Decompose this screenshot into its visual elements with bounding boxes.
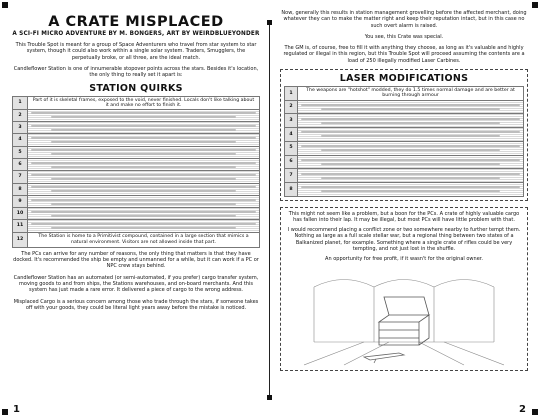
table-row — [13, 208, 260, 220]
row-number: 3 — [13, 122, 28, 134]
byline: A SCI-FI MICRO ADVENTURE BY M. BONGERS, ART BY WEIRDBLUEYONDER — [12, 31, 260, 37]
table-row — [285, 155, 524, 169]
table-row — [13, 195, 260, 207]
row-text-obscured — [298, 155, 524, 169]
row-text-obscured — [298, 128, 524, 142]
row-number: 7 — [13, 171, 28, 183]
page-number-right: 2 — [519, 404, 526, 415]
laser-modifications-box — [280, 69, 528, 201]
table-row — [13, 109, 260, 121]
page-right — [270, 0, 540, 417]
crate-contents-paragraph: The GM is, of course, free to fill it with anything they choose, as long as it's valuable and highly regulated or illegal in this region, but this Trouble Spot will proceed assuming the contents are a load of 250 illegally modified Laser Carbines. — [283, 45, 525, 64]
page-number-left: 1 — [13, 404, 20, 415]
row-text-obscured — [298, 114, 524, 128]
table-row — [285, 182, 524, 196]
station-intro-paragraph: Candleflower Station is one of innumerable stopover points across the stars. Besides it's location, the only thing to really set it apart is: — [13, 65, 259, 79]
row-text-obscured — [28, 208, 260, 220]
laser-modifications-table — [284, 86, 524, 197]
row-number: 3 — [285, 114, 298, 128]
station-quirks-table — [12, 96, 260, 247]
conflict-zone-paragraph: I would recommend placing a conflict zone or two somewhere nearby to further tempt them. Nothing as large as a full scale stellar war, but a regional thing between two states of a Balkanized planet, for example. Something where a single crate of rifles could be very tempting, and not just lost in the shuffle. — [287, 227, 521, 253]
row-text-obscured — [28, 122, 260, 134]
row-number: 4 — [285, 128, 298, 142]
table-row — [285, 141, 524, 155]
row-text-obscured — [298, 169, 524, 183]
table-row — [13, 146, 260, 158]
table-row — [13, 220, 260, 232]
management-paragraph: Now, generally this results in station management grovelling before the affected merchant, doing whatever they can to make the matter right and keep their reputation intact, but in this case no such overt alarm is raised. — [281, 10, 527, 29]
row-number: 10 — [13, 208, 28, 220]
opportunity-paragraph: An opportunity for free profit, if it wasn't for the original owner. — [325, 256, 483, 263]
table-row — [13, 134, 260, 146]
table-row — [285, 128, 524, 142]
row-number: 12 — [13, 232, 28, 247]
table-row — [13, 122, 260, 134]
misplaced-cargo-paragraph: Misplaced Cargo is a serious concern among those who trade through the stars, if someone takes off with your goods, they could be literal light years away before the mistake is noticed. — [13, 298, 259, 311]
row-number: 1 — [13, 97, 28, 109]
row-text-obscured — [298, 182, 524, 196]
row-text-obscured — [298, 100, 524, 114]
page-title: A CRATE MISPLACED — [48, 14, 224, 30]
table-row — [285, 100, 524, 114]
boon-paragraph: This might not seem like a problem, but a boon for the PCs. A crate of highly valuable cargo has fallen into their lap. It may be illegal, but most PCs will have little problem with that. — [288, 210, 520, 223]
row-text-obscured — [28, 183, 260, 195]
row-number: 11 — [13, 220, 28, 232]
crate-illustration-box — [280, 207, 528, 371]
row-number: 5 — [285, 141, 298, 155]
row-text: The weapons are "hotshot" modded, they do 1.5 times normal damage and are better at burning through armour — [298, 87, 524, 101]
row-number: 2 — [285, 100, 298, 114]
laser-modifications-heading: LASER MODIFICATIONS — [339, 73, 469, 85]
table-row — [13, 158, 260, 170]
row-number: 4 — [13, 134, 28, 146]
table-row — [285, 87, 524, 101]
row-text-obscured — [28, 195, 260, 207]
row-number: 6 — [13, 158, 28, 170]
crate-sketch-illustration — [304, 267, 504, 367]
row-number: 9 — [13, 195, 28, 207]
table-row — [13, 183, 260, 195]
row-text-obscured — [28, 109, 260, 121]
row-text-obscured — [28, 146, 260, 158]
row-number: 5 — [13, 146, 28, 158]
row-text-obscured — [28, 158, 260, 170]
row-number: 7 — [285, 169, 298, 183]
station-quirks-heading: STATION QUIRKS — [89, 83, 183, 95]
cargo-system-paragraph: Candleflower Station has an automated (or semi-automated, if you prefer) cargo transfer system, moving goods to and from ships, the Stations warehouses, and on-board merchants. And this system has just made a rare error. It delivered a piece of cargo to the wrong address. — [13, 274, 259, 294]
row-number: 1 — [285, 87, 298, 101]
row-number: 6 — [285, 155, 298, 169]
pcs-arrival-paragraph: The PCs can arrive for any number of reasons, the only thing that matters is that they have docked. It's recommended the ship be empty and unmanned for a while, but it can work if a PC or NPC crew stays behind. — [13, 250, 259, 270]
special-crate-paragraph: You see, this Crate was special. — [364, 33, 444, 40]
table-row — [285, 169, 524, 183]
table-row — [13, 171, 260, 183]
row-number: 8 — [13, 183, 28, 195]
table-row — [285, 114, 524, 128]
row-text-obscured — [28, 134, 260, 146]
intro-paragraph: This Trouble Spot is meant for a group of Space Adventurers who travel from star system to star system, though it could also work within a single solar system. Traders, Smugglers, the perpetually broke, or all three, are the ideal match. — [15, 42, 257, 61]
row-text: The Station is home to a Primitivist compound, contained in a large section that mimics a natural environment. Visitors are not allowed inside that part. — [28, 232, 260, 247]
row-number: 8 — [285, 182, 298, 196]
row-number: 2 — [13, 109, 28, 121]
row-text-obscured — [28, 171, 260, 183]
table-row — [13, 97, 260, 109]
row-text: Part of it is skeletal frames, exposed to the void, never finished. Locals don't like talking about it and make no effort to finish it. — [28, 97, 260, 109]
row-text-obscured — [28, 220, 260, 232]
table-row — [13, 232, 260, 247]
row-text-obscured — [298, 141, 524, 155]
